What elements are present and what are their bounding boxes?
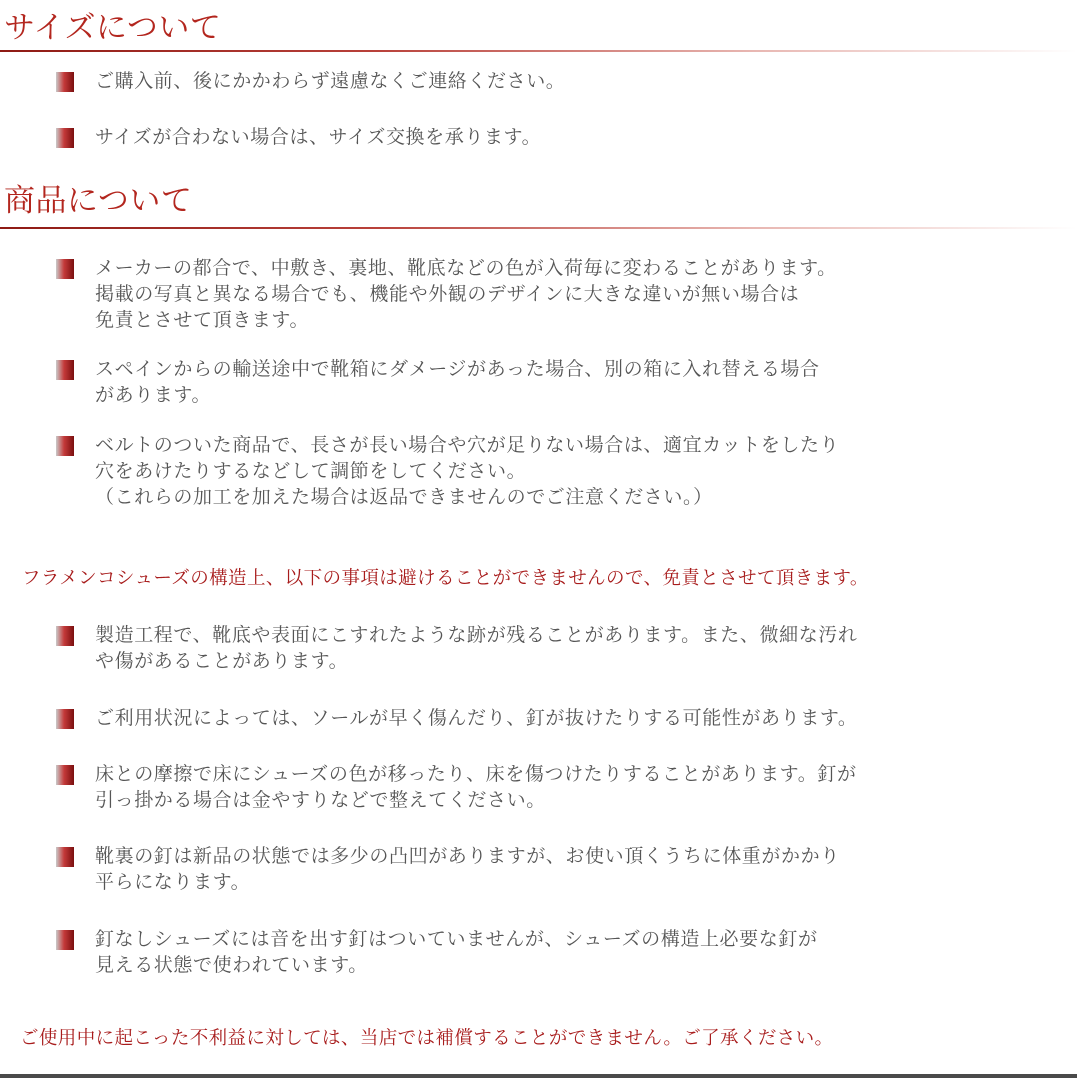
bullet-icon <box>56 930 74 950</box>
product-item-text: スペインからの輸送途中で靴箱にダメージがあった場合、別の箱に入れ替える場合 があります。 <box>95 358 820 406</box>
flamenco-disclaimer: フラメンコシューズの構造上、以下の事項は避けることができませんので、免責とさせて頂きます。 <box>22 568 869 589</box>
size-section-divider <box>0 50 1077 52</box>
size-item-text: サイズが合わない場合は、サイズ交換を承ります。 <box>95 126 542 148</box>
product-item-text: メーカーの都合で、中敷き、裏地、靴底などの色が入荷毎に変わることがあります。 掲載の写真と異なる場合でも、機能や外観のデザインに大きな違いが無い場合は 免責とさせて頂きます。 <box>95 257 837 331</box>
product-section-title: 商品について <box>4 183 193 219</box>
product-section-divider <box>0 227 1077 229</box>
flamenco-item-text: 製造工程で、靴底や表面にこすれたような跡が残ることがあります。また、微細な汚れ や傷があることがあります。 <box>95 624 858 672</box>
bullet-icon <box>56 128 74 148</box>
bullet-icon <box>56 259 74 279</box>
bullet-icon <box>56 360 74 380</box>
size-item-text: ご購入前、後にかかわらず遠慮なくご連絡ください。 <box>95 70 566 92</box>
bullet-icon <box>56 765 74 785</box>
flamenco-item-text: 床との摩擦で床にシューズの色が移ったり、床を傷つけたりすることがあります。釘が 引っ掛かる場合は金やすりなどで整えてください。 <box>95 763 857 811</box>
closing-disclaimer: ご使用中に起こった不利益に対しては、当店では補償することができません。ご了承ください。 <box>20 1028 834 1049</box>
bullet-icon <box>56 626 74 646</box>
bullet-icon <box>56 72 74 92</box>
bullet-icon <box>56 436 74 456</box>
flamenco-item-text: 靴裏の釘は新品の状態では多少の凸凹がありますが、お使い頂くうちに体重がかかり 平らになります。 <box>95 845 840 893</box>
bullet-icon <box>56 847 74 867</box>
bullet-icon <box>56 709 74 729</box>
flamenco-item-text: ご利用状況によっては、ソールが早く傷んだり、釘が抜けたりする可能性があります。 <box>95 707 858 729</box>
product-item-text: ベルトのついた商品で、長さが長い場合や穴が足りない場合は、適宜カットをしたり 穴をあけたりするなどして調節をしてください。 （これらの加工を加えた場合は返品できませんのでご注意ください。） <box>95 434 840 508</box>
size-section-title: サイズについて <box>4 10 222 46</box>
flamenco-item-text: 釘なしシューズには音を出す釘はついていませんが、シューズの構造上必要な釘が 見える状態で使われています。 <box>95 928 818 976</box>
bottom-border <box>0 1074 1077 1078</box>
